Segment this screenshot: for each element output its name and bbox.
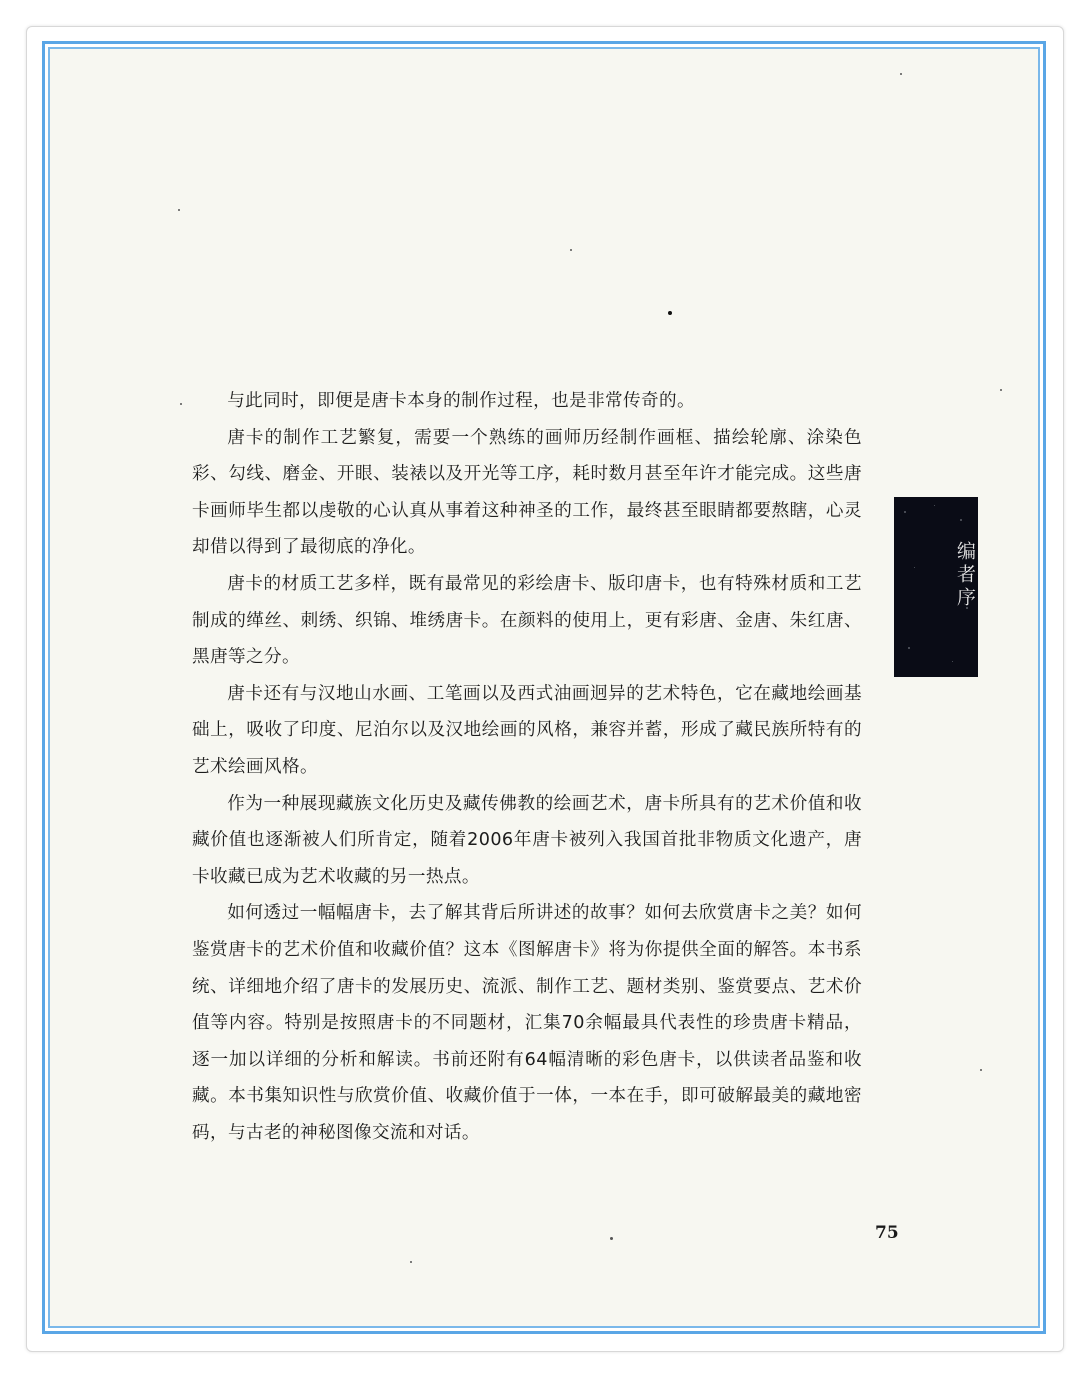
scan-speck <box>570 249 572 251</box>
scanned-page <box>48 47 1040 1328</box>
section-tab-label: 编者序 <box>954 541 976 610</box>
paragraph: 如何透过一幅幅唐卡，去了解其背后所讲述的故事？如何去欣赏唐卡之美？如何鉴赏唐卡的艺术价值和收藏价值？这本《图解唐卡》将为你提供全面的解答。本书系统、详细地介绍了唐卡的发展历史、流派、制作工艺、题材类别、鉴赏要点、艺术价值等内容。特别是按照唐卡的不同题材，汇集70余幅最具代表性的珍贵唐卡精品，逐一加以详细的分析和解读。书前还附有64幅清晰的彩色唐卡，以供读者品鉴和收藏。本书集知识性与欣赏价值、收藏价值于一体，一本在手，即可破解最美的藏地密码，与古老的神秘图像交流和对话。 <box>192 903 862 1143</box>
scan-speck <box>900 73 902 75</box>
scan-speck <box>980 1069 982 1071</box>
tab-texture-speck <box>960 519 962 521</box>
page-number: 75 <box>875 1223 899 1243</box>
scan-speck <box>610 1237 613 1240</box>
scan-speck <box>410 1261 412 1263</box>
paragraph: 唐卡的制作工艺繁复，需要一个熟练的画师历经制作画框、描绘轮廓、涂染色彩、勾线、磨金、开眼、装裱以及开光等工序，耗时数月甚至年许才能完成。这些唐卡画师毕生都以虔敬的心认真从事着这种神圣的工作，最终甚至眼睛都要熬瞎，心灵却借以得到了最彻底的净化。 <box>192 427 862 558</box>
preface-body <box>192 383 862 1151</box>
paragraph: 与此同时，即便是唐卡本身的制作过程，也是非常传奇的。 <box>227 391 696 411</box>
scan-speck <box>1000 389 1002 391</box>
section-tab <box>894 497 978 677</box>
tab-texture-speck <box>952 661 953 662</box>
paragraph: 唐卡的材质工艺多样，既有最常见的彩绘唐卡、版印唐卡，也有特殊材质和工艺制成的缂丝、刺绣、织锦、堆绣唐卡。在颜料的使用上，更有彩唐、金唐、朱红唐、黑唐等之分。 <box>192 573 862 668</box>
paragraph: 唐卡还有与汉地山水画、工笔画以及西式油画迥异的艺术特色，它在藏地绘画基础上，吸收了印度、尼泊尔以及汉地绘画的风格，兼容并蓄，形成了藏民族所特有的艺术绘画风格。 <box>192 683 862 777</box>
scan-speck <box>178 209 180 211</box>
paragraph: 作为一种展现藏族文化历史及藏传佛教的绘画艺术，唐卡所具有的艺术价值和收藏价值也逐渐被人们所肯定，随着2006年唐卡被列入我国首批非物质文化遗产，唐卡收藏已成为艺术收藏的另一热点。 <box>192 793 862 887</box>
scan-speck <box>180 403 182 405</box>
tab-texture-speck <box>904 511 906 513</box>
tab-texture-speck <box>934 505 935 506</box>
tab-texture-speck <box>908 647 910 649</box>
scan-speck <box>668 311 672 315</box>
